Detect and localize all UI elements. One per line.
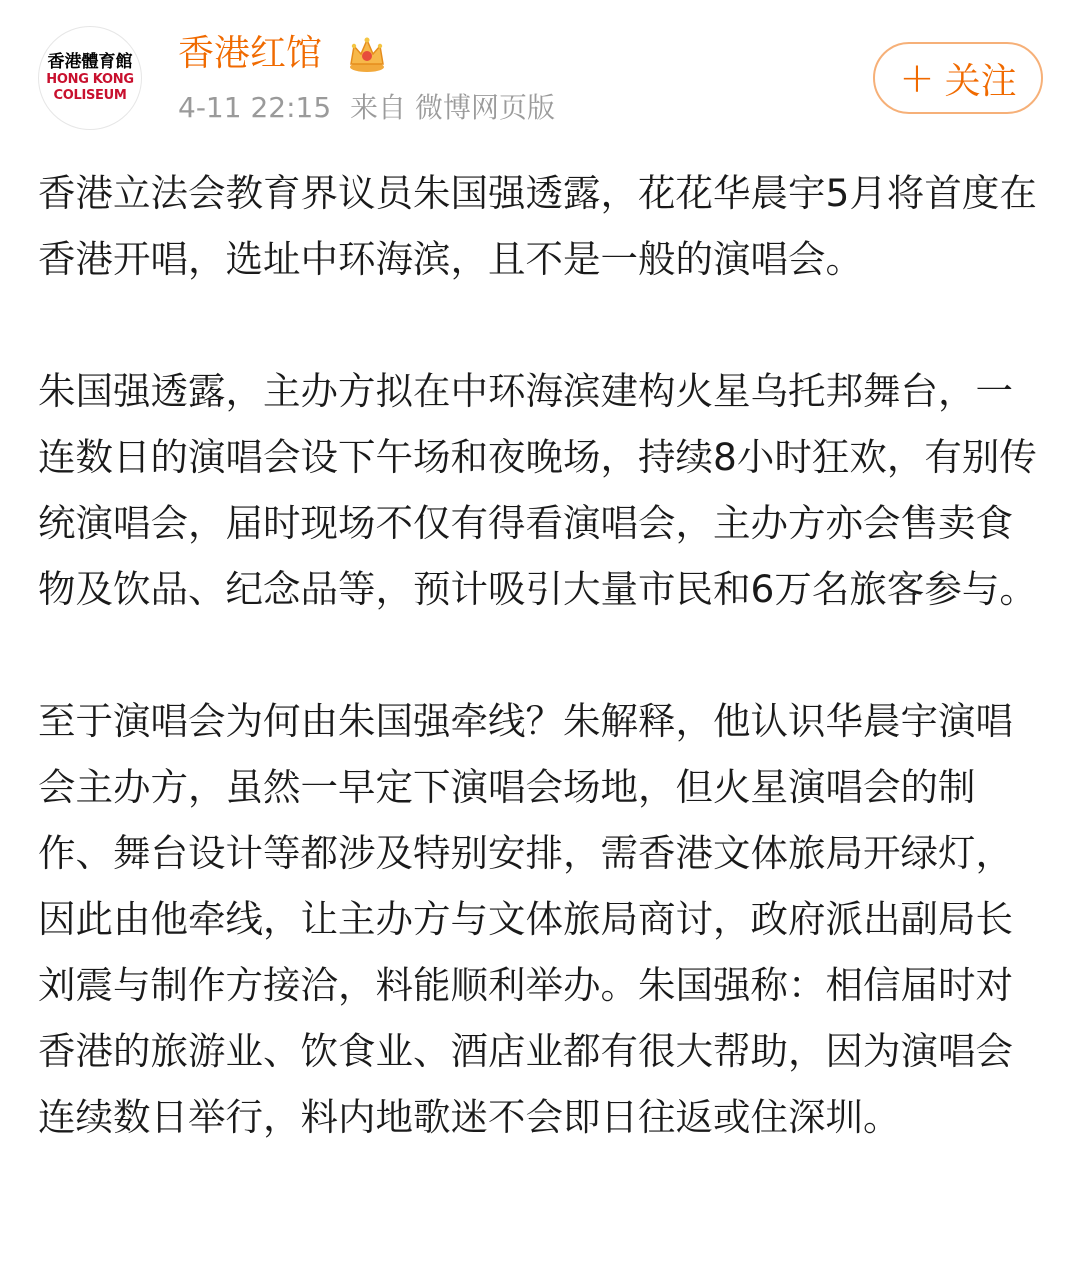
avatar[interactable] [38,26,142,130]
plus-icon: + [899,53,935,102]
follow-button[interactable] [873,42,1043,114]
post-paragraph-3: 至于演唱会为何由朱国强牵线？朱解释，他认识华晨宇演唱会主办方，虽然一早定下演唱会场地，但火星演唱会的制作、舞台设计等都涉及特别安排，需香港文体旅局开绿灯，因此由他牵线，让主办方与文体旅局商讨，政府派出副局长刘震与制作方接洽，料能顺利举办。朱国强称：相信届时对香港的旅游业、饮食业、酒店业都有很大帮助，因为演唱会连续数日举行，料内地歌迷不会即日往返或住深圳。 [38,699,1013,1139]
avatar-logo-text-line3: COLISEUM [53,88,127,103]
post-content [38,160,1043,1150]
post-source: 来自 微博网页版 [350,91,555,124]
follow-label: 关注 [944,60,1017,102]
post-paragraph-1: 香港立法会教育界议员朱国强透露，花花华晨宇5月将首度在香港开唱，选址中环海滨，且不是一般的演唱会。 [38,171,1037,281]
post-paragraph-2: 朱国强透露，主办方拟在中环海滨建构火星乌托邦舞台，一连数日的演唱会设下午场和夜晚场，持续8小时狂欢，有别传统演唱会，届时现场不仅有得看演唱会，主办方亦会售卖食物及饮品、纪念品等，预计吸引大量市民和6万名旅客参与。 [38,369,1037,611]
crown-icon [345,34,389,74]
avatar-logo-text-line2: HONG KONG [46,72,134,87]
post-time: 4-11 22:15 [178,91,332,124]
post-meta [178,88,565,128]
account-name[interactable]: 香港红馆 [178,33,323,74]
avatar-logo-text-chinese: 香港體育館 [47,52,133,72]
